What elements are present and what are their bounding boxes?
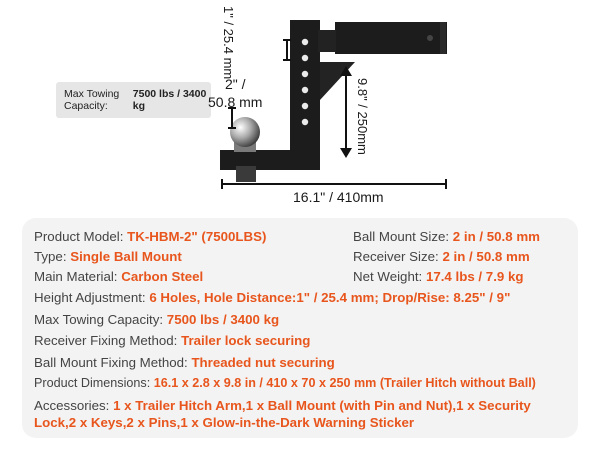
length-label: 16.1" / 410mm <box>293 189 384 205</box>
pin-hole <box>427 35 433 41</box>
spec-ball-mount-size: Ball Mount Size: 2 in / 50.8 mm <box>353 229 540 244</box>
hitch-ball <box>230 117 260 147</box>
spec-type: Type: Single Ball Mount <box>34 249 182 264</box>
spec-product-model: Product Model: TK-HBM-2" (7500LBS) <box>34 229 267 244</box>
ball-size-label-line1: 2" / <box>225 76 246 92</box>
ball-platform <box>220 150 320 170</box>
ball-nut <box>236 166 256 182</box>
height-label: 9.8" / 250mm <box>355 78 370 155</box>
spec-panel <box>22 218 578 438</box>
product-diagram <box>0 0 600 215</box>
spec-receiver-size: Receiver Size: 2 in / 50.8 mm <box>353 249 530 264</box>
max-towing-value: 7500 lbs / 3400 kg <box>132 88 207 112</box>
spec-accessories: Accessories: 1 x Trailer Hitch Arm,1 x Ball Mount (with Pin and Nut),1 x Security Lock,2 x Keys,2 x Pins,1 x Glow-in-the-Dark Warning Sticker <box>34 398 531 430</box>
spec-receiver-fixing: Receiver Fixing Method: Trailer lock securing <box>34 333 311 348</box>
spec-max-towing: Max Towing Capacity: 7500 lbs / 3400 kg <box>34 312 280 327</box>
spec-material: Main Material: Carbon Steel <box>34 269 204 284</box>
gusset-plate <box>320 62 355 100</box>
spec-dimensions: Product Dimensions: 16.1 x 2.8 x 9.8 in / 410 x 70 x 250 mm (Trailer Hitch without Ball) <box>34 376 536 390</box>
hole-distance-label: 1" / 25.4 mm <box>221 6 236 80</box>
spec-height-adjustment: Height Adjustment: 6 Holes, Hole Distance:1" / 25.4 mm; Drop/Rise: 8.25" / 9" <box>34 290 511 305</box>
ball-size-label-line2: 50.8 mm <box>208 94 263 110</box>
max-towing-badge <box>56 82 211 118</box>
spec-ball-fixing: Ball Mount Fixing Method: Threaded nut securing <box>34 355 335 370</box>
spec-net-weight: Net Weight: 17.4 lbs / 7.9 kg <box>353 269 524 284</box>
max-towing-label: Max Towing Capacity: <box>64 88 120 112</box>
